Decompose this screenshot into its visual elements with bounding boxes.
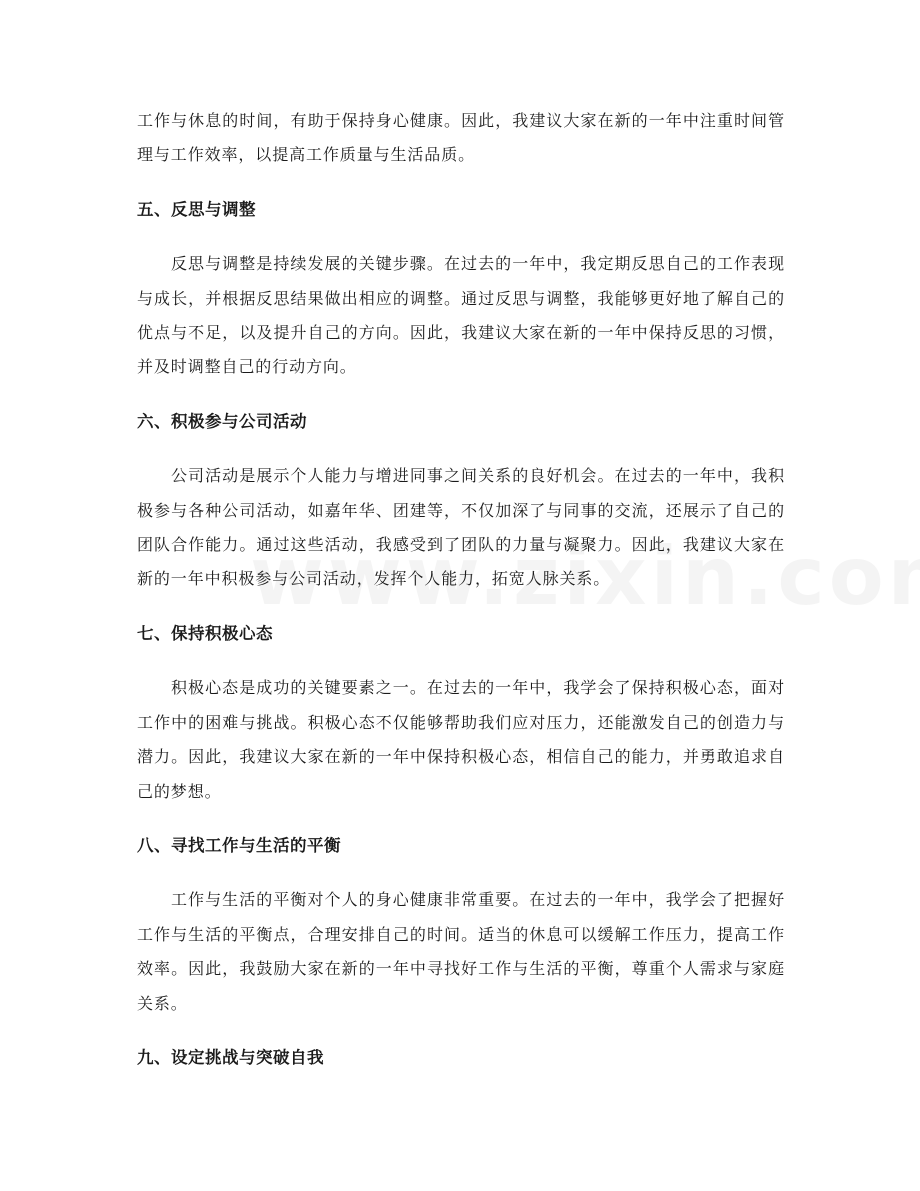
paragraph-time-management-tail: 工作与休息的时间，有助于保持身心健康。因此，我建议大家在新的一年中注重时间管理与工作效率，以提高工作质量与生活品质。 [137, 111, 785, 165]
paragraph-positive-mindset: 积极心态是成功的关键要素之一。在过去的一年中，我学会了保持积极心态，面对工作中的困难与挑战。积极心态不仅能够帮助我们应对压力，还能激发自己的创造力与潜力。因此，我建议大家在新的一年中保持积极心态，相信自己的能力，并勇敢追求自己的梦想。 [137, 678, 785, 801]
document-body [137, 104, 785, 1075]
paragraph-company-activities: 公司活动是展示个人能力与增进同事之间关系的良好机会。在过去的一年中，我积极参与各种公司活动，如嘉年华、团建等，不仅加深了与同事的交流，还展示了自己的团队合作能力。通过这些活动，我感受到了团队的力量与凝聚力。因此，我建议大家在新的一年中积极参与公司活动，发挥个人能力，拓宽人脉关系。 [137, 466, 785, 589]
heading-positive-mindset: 七、保持积极心态 [137, 623, 273, 643]
heading-reflection: 五、反思与调整 [137, 199, 256, 219]
heading-challenge-yourself: 九、设定挑战与突破自我 [137, 1047, 324, 1067]
paragraph-work-life-balance: 工作与生活的平衡对个人的身心健康非常重要。在过去的一年中，我学会了把握好工作与生活的平衡点，合理安排自己的时间。适当的休息可以缓解工作压力，提高工作效率。因此，我鼓励大家在新的一年中寻找好工作与生活的平衡，尊重个人需求与家庭关系。 [137, 890, 785, 1013]
paragraph-reflection: 反思与调整是持续发展的关键步骤。在过去的一年中，我定期反思自己的工作表现与成长，并根据反思结果做出相应的调整。通过反思与调整，我能够更好地了解自己的优点与不足，以及提升自己的方向。因此，我建议大家在新的一年中保持反思的习惯，并及时调整自己的行动方向。 [137, 254, 785, 377]
heading-work-life-balance: 八、寻找工作与生活的平衡 [137, 835, 341, 855]
heading-company-activities: 六、积极参与公司活动 [137, 411, 307, 431]
